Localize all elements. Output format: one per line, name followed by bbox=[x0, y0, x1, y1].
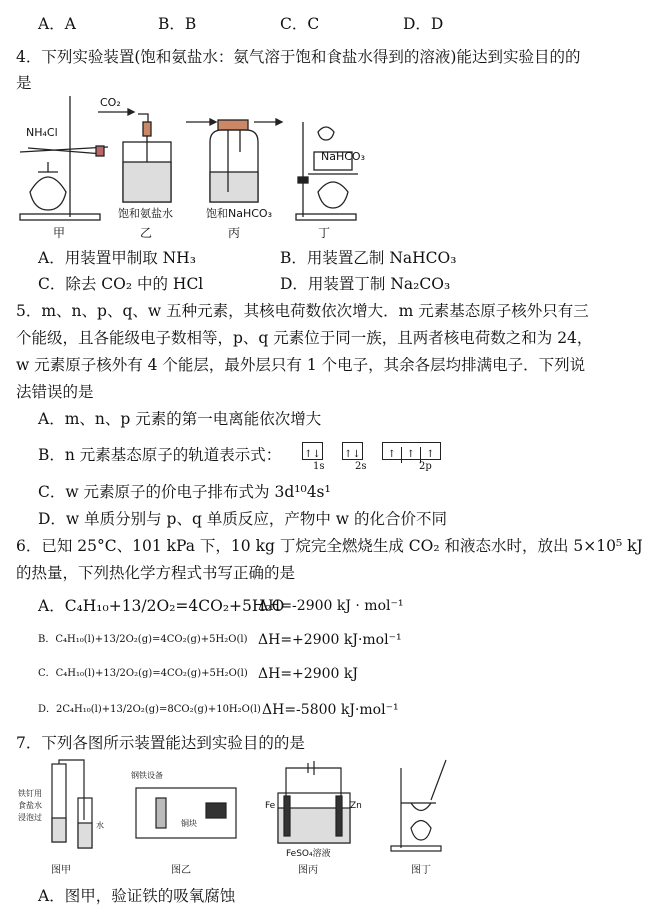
apparatus-fig-yi bbox=[136, 788, 236, 838]
q6-option-a-equation: A．C₄H₁₀+13/2O₂=4CO₂+5H₂O bbox=[38, 597, 285, 615]
orbital-diagram bbox=[302, 441, 441, 460]
label-fig-bing: 图丙 bbox=[298, 865, 318, 876]
option-a-prev: A．A bbox=[38, 15, 76, 33]
apparatus-ding bbox=[296, 122, 358, 220]
q5-line2: 个能级，且各能级电子数相等，p、q 元素位于同一族，且两者核电荷数之和为 24， bbox=[16, 329, 593, 347]
q6-option-a-dh: ΔH=-2900 kJ · mol⁻¹ bbox=[258, 598, 404, 614]
orbital-2p-electron-2: ↑ bbox=[402, 447, 421, 463]
q5-line3: w 元素原子核外有 4 个能层，最外层只有 1 个电子，其余各层均排满电子．下列说 bbox=[16, 356, 586, 374]
label-fig-yi: 图乙 bbox=[171, 865, 191, 876]
label-iron-nail: 铁钉用 bbox=[18, 789, 42, 798]
orbital-2s-electrons: ↑↓ bbox=[344, 449, 361, 460]
q4-option-b: B．用装置乙制 NaHCO₃ bbox=[280, 249, 457, 267]
q5-option-c: C．w 元素原子的价电子排布式为 3d¹⁰4s¹ bbox=[38, 483, 331, 501]
orbital-1s-label: 1s bbox=[313, 461, 325, 472]
q5-option-d: D．w 单质分别与 p、q 单质反应，产物中 w 的化合价不同 bbox=[38, 510, 447, 528]
label-copper: 铜块 bbox=[181, 819, 197, 828]
label-fig-jia: 图甲 bbox=[51, 865, 71, 876]
label-soaked: 浸泡过 bbox=[18, 813, 42, 822]
q7-stem: 7．下列各图所示装置能达到实验目的的是 bbox=[16, 734, 305, 752]
orbital-2p-box bbox=[382, 442, 441, 460]
q4-option-d: D．用装置丁制 Na₂CO₃ bbox=[280, 275, 451, 293]
label-feso4: FeSO₄溶液 bbox=[286, 849, 331, 859]
orbital-1s-electrons: ↑↓ bbox=[304, 449, 321, 460]
q4-stem-line1: 4．下列实验装置(饱和氨盐水：氨气溶于饱和食盐水得到的溶液)能达到实验目的的 bbox=[16, 48, 581, 66]
label-nh4cl: NH₄Cl bbox=[26, 126, 58, 139]
apparatus-jia bbox=[20, 96, 108, 220]
label-zn: Zn bbox=[350, 801, 362, 811]
label-jia: 甲 bbox=[53, 226, 66, 240]
q6-option-d-equation: D．2C₄H₁₀(l)+13/2O₂(g)=8CO₂(g)+10H₂O(l) bbox=[38, 704, 261, 715]
q6-option-d-dh: ΔH=-5800 kJ·mol⁻¹ bbox=[262, 702, 399, 718]
apparatus-fig-bing bbox=[278, 761, 350, 843]
q5-option-a: A．m、n、p 元素的第一电离能依次增大 bbox=[38, 410, 322, 428]
apparatus-fig-ding bbox=[391, 760, 446, 851]
q4-stem-line2: 是 bbox=[16, 74, 32, 92]
q6-option-b-dh: ΔH=+2900 kJ·mol⁻¹ bbox=[258, 632, 402, 648]
option-b-prev: B．B bbox=[158, 15, 197, 33]
q4-option-a: A．用装置甲制取 NH₃ bbox=[38, 249, 196, 267]
orbital-2p-electron-3: ↑ bbox=[426, 449, 435, 460]
q6-option-b-equation: B．C₄H₁₀(l)+13/2O₂(g)=4CO₂(g)+5H₂O(l) bbox=[38, 634, 248, 645]
q6-line1: 6．已知 25°C、101 kPa 下，10 kg 丁烷完全燃烧生成 CO₂ 和液态水时，放出 5×10⁵ kJ bbox=[16, 537, 643, 555]
label-steel: 钢铁设备 bbox=[131, 771, 163, 780]
q4-figure bbox=[18, 92, 368, 242]
orbital-2p-label: 2p bbox=[419, 461, 432, 472]
orbital-2s-box bbox=[342, 442, 363, 460]
q6-line2: 的热量，下列热化学方程式书写正确的是 bbox=[16, 564, 296, 582]
q4-option-c: C．除去 CO₂ 中的 HCl bbox=[38, 275, 204, 293]
label-yi: 乙 bbox=[140, 226, 153, 240]
label-sat-nahco3: 饱和NaHCO₃ bbox=[206, 207, 272, 220]
q7-option-a: A．图甲，验证铁的吸氧腐蚀 bbox=[38, 887, 236, 905]
label-brine: 饱和氨盐水 bbox=[118, 207, 173, 220]
option-d-prev: D．D bbox=[403, 15, 444, 33]
q5-line1: 5．m、n、p、q、w 五种元素，其核电荷数依次增大．m 元素基态原子核外只有三 bbox=[16, 302, 589, 320]
label-salt-water: 食盐水 bbox=[18, 801, 42, 810]
orbital-2s-label: 2s bbox=[355, 461, 367, 472]
apparatus-bing bbox=[186, 119, 282, 202]
option-c-prev: C．C bbox=[280, 15, 320, 33]
label-fe: Fe bbox=[265, 801, 276, 811]
apparatus-fig-jia bbox=[52, 760, 92, 848]
q5-option-b: B．n 元素基态原子的轨道表示式： bbox=[38, 446, 282, 464]
label-ding: 丁 bbox=[318, 226, 331, 240]
label-fig-ding: 图丁 bbox=[411, 865, 431, 876]
label-co2: CO₂ bbox=[100, 96, 121, 109]
label-bing: 丙 bbox=[228, 226, 241, 240]
orbital-1s-box bbox=[302, 442, 323, 460]
q7-figure bbox=[16, 758, 476, 880]
q5-line4: 法错误的是 bbox=[16, 383, 94, 401]
label-nahco3: NaHCO₃ bbox=[321, 150, 365, 163]
q6-option-c-equation: C．C₄H₁₀(l)+13/2O₂(g)=4CO₂(g)+5H₂O(l) bbox=[38, 668, 248, 679]
apparatus-yi bbox=[98, 109, 171, 202]
orbital-2p-electron-1: ↑ bbox=[383, 447, 402, 463]
label-water: 水 bbox=[96, 821, 104, 830]
q6-option-c-dh: ΔH=+2900 kJ bbox=[258, 666, 358, 682]
